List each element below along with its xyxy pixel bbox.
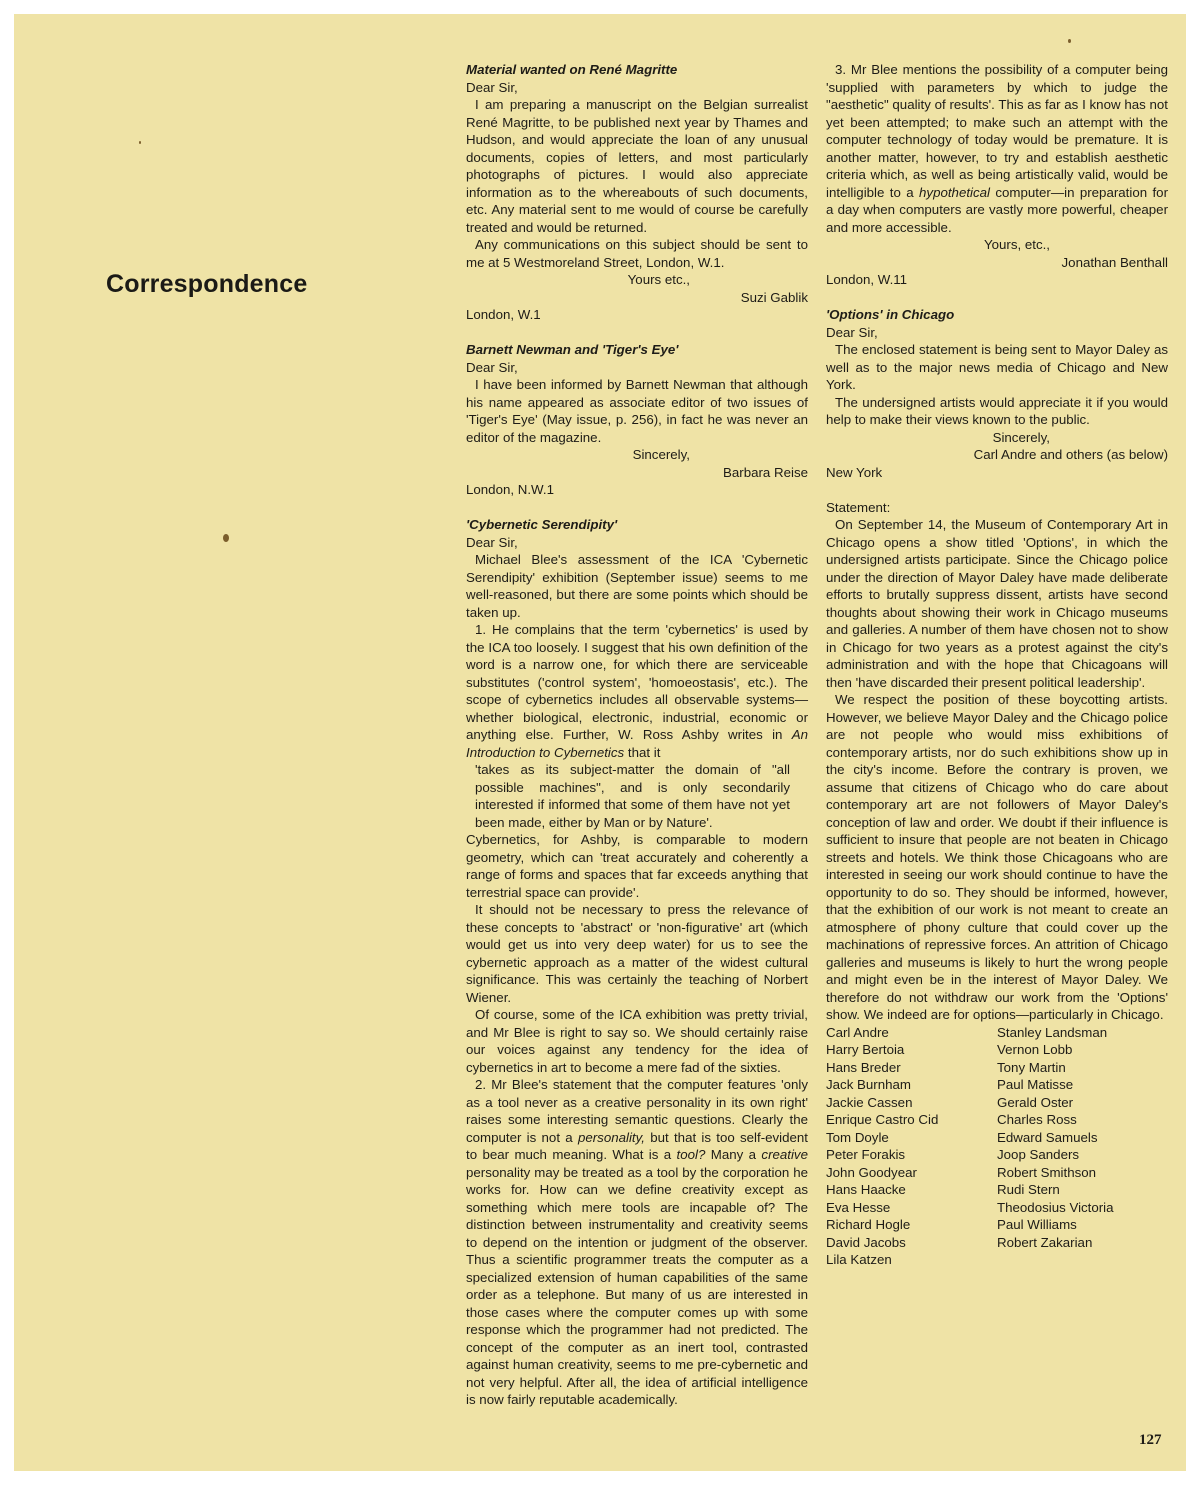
signatory-name: Eva Hesse: [826, 1199, 891, 1215]
statement-paragraph: On September 14, the Museum of Contemporary Art in Chicago opens a show titled 'Options', in which the undersigned artists participate. Since the Chicago police under the direction of Mayor Daley have made deliberate efforts to brutally suppress dissent, artists have second thoughts about showing their work in Chicago museums and galleries. A number of them have chosen not to show in Chicago for two years as a protest against the city's administration and with the hope that Chicagoans will then 'have discarded their present political leadership'.: [826, 517, 1168, 690]
signatory-name: Edward Samuels: [997, 1129, 1098, 1145]
letter-address: London, N.W.1: [466, 482, 554, 497]
letter-signature: Suzi Gablik: [740, 289, 808, 305]
signatory-name: Richard Hogle: [826, 1217, 911, 1232]
signatory-name: Theodosius Victoria: [997, 1199, 1114, 1215]
letter-signature: Carl Andre and others (as below): [973, 447, 1168, 462]
letter-closing: Yours etc.,: [627, 272, 690, 287]
section-title: Correspondence: [106, 270, 308, 298]
letter-address: London, W.11: [826, 272, 908, 287]
signatory-name: Hans Breder: [826, 1059, 901, 1075]
signatory-name: Lila Katzen: [826, 1252, 892, 1267]
signatory-name: Robert Smithson: [997, 1164, 1097, 1180]
letter-closing: Sincerely,: [632, 447, 690, 462]
letter-paragraph: Any communications on this subject should be sent to me at 5 Westmoreland Street, London, W.1.: [466, 237, 808, 270]
letter-heading: 'Cybernetic Serendipity': [466, 517, 618, 532]
signatory-name: Stanley Landsman: [997, 1024, 1108, 1040]
letter-salutation: Dear Sir,: [466, 359, 518, 375]
signatory-column-left: [826, 1024, 997, 1269]
letter-paragraph: It should not be necessary to press the relevance of these concepts to 'abstract' or 'non-figurative' art (which would get us into very deep water) for us to see the cybernetic approach as a matter of the widest cultural significance. This was certainly the teaching of Norbert Wiener.: [466, 902, 808, 1005]
letter-heading: Material wanted on René Magritte: [466, 62, 678, 77]
signatory-name: Rudi Stern: [997, 1182, 1060, 1197]
statement-label: Statement:: [826, 499, 891, 515]
paper-speck: [1068, 39, 1071, 43]
text-column-left: [466, 61, 808, 1409]
letter-paragraph: 1. He complains that the term 'cybernetics' is used by the ICA too loosely. I suggest that his own definition of the word is a narrow one, for which there are serviceable substitutes ('control system', 'homoeostasis', etc.). The scope of cybernetics includes all observable systems—whether biological, electronic, industrial, economic or anything else. Further, W. Ross Ashby writes in An Introduction to Cybernetics that it: [466, 622, 808, 760]
letter-paragraph: Of course, some of the ICA exhibition was pretty trivial, and Mr Blee is right to say so. We should certainly raise our voices against any tendency for the idea of cybernetics in art to become a mere fad of the sixties.: [466, 1007, 808, 1075]
paper-speck: [223, 534, 229, 542]
letter-paragraph: I am preparing a manuscript on the Belgian surrealist René Magritte, to be published next year by Thames and Hudson, and would appreciate the loan of any unusual documents, copies of letters, and most particularly photographs of pictures. I would also appreciate information as to the whereabouts of such documents, etc. Any material sent to me would of course be carefully treated and would be returned.: [466, 97, 808, 235]
signatory-name: Paul Williams: [997, 1217, 1077, 1232]
signatory-name: Jackie Cassen: [826, 1094, 913, 1110]
letter-magritte: [466, 61, 808, 324]
block-quote: 'takes as its subject-matter the domain of "all possible machines", and is only secondarily interested if informed that some of them have not yet been made, either by Man or by Nature'.: [475, 762, 790, 830]
statement-paragraph: We respect the position of these boycotting artists. However, we believe Mayor Daley and the Chicago police are not people who would miss exhibitions of contemporary artists, nor do such exhibitions show up in the city's income. Before the contrary is proven, we assume that citizens of Chicago who do care about contemporary art are not followers of Mayor Daley's conception of law and order. We doubt if their influence is sufficient to insure that people are not beaten in Chicago streets and hotels. We think those Chicagoans who are interested in seeing our work should continue to have the opportunity to do so. They should be informed, however, that the exhibition of our work is not meant to create an atmosphere of phony culture that could cover up the machinations of repressive forces. An attrition of Chicago galleries and museums is likely to hurt the wrong people and might even be in the interest of Mayor Daley. We therefore do not withdraw our work from the 'Options' show. We indeed are for options—particularly in Chicago.: [826, 692, 1168, 1022]
letter-closing: Sincerely,: [992, 429, 1050, 445]
signatory-name: Gerald Oster: [997, 1094, 1074, 1110]
letter-signature: Barbara Reise: [723, 464, 808, 480]
signatory-name: Paul Matisse: [997, 1077, 1074, 1092]
signatory-column-right: [997, 1024, 1168, 1269]
signatory-name: Tony Martin: [997, 1059, 1066, 1075]
page-number: 127: [1139, 1432, 1162, 1448]
signatory-name: Vernon Lobb: [997, 1042, 1073, 1057]
signatory-name: John Goodyear: [826, 1164, 917, 1180]
letter-paragraph: The enclosed statement is being sent to Mayor Daley as well as to the major news media of Chicago and New York.: [826, 342, 1168, 392]
signatory-name: David Jacobs: [826, 1234, 906, 1250]
letter-paragraph: I have been informed by Barnett Newman that although his name appeared as associate editor of two issues of 'Tiger's Eye' (May issue, p. 256), in fact he was never an editor of the magazine.: [466, 377, 808, 445]
letter-newman: [466, 341, 808, 499]
signatory-name: Carl Andre: [826, 1024, 889, 1040]
letter-cybernetic-continued: [826, 61, 1168, 289]
letter-heading: 'Options' in Chicago: [826, 307, 955, 322]
signatory-name: Charles Ross: [997, 1112, 1077, 1127]
signatory-name: Robert Zakarian: [997, 1234, 1093, 1250]
letter-paragraph: Cybernetics, for Ashby, is comparable to modern geometry, which can 'treat accurately and coherently a range of forms and spaces that far exceeds anything that terrestrial space can provide'.: [466, 832, 808, 900]
letter-closing: Yours, etc.,: [983, 237, 1050, 252]
letter-address: New York: [826, 464, 883, 480]
letter-salutation: Dear Sir,: [466, 534, 518, 550]
signatory-name: Hans Haacke: [826, 1182, 906, 1197]
signatory-name: Enrique Castro Cid: [826, 1112, 939, 1127]
letter-salutation: Dear Sir,: [826, 324, 878, 340]
letter-paragraph: Michael Blee's assessment of the ICA 'Cybernetic Serendipity' exhibition (September issue) seems to me well-reasoned, but there are some points which should be taken up.: [466, 552, 808, 620]
letter-signature: Jonathan Benthall: [1061, 254, 1168, 270]
letter-paragraph: 3. Mr Blee mentions the possibility of a computer being 'supplied with parameters by which to judge the "aesthetic" quality of results'. This as far as I know has not yet been attempted; to make such an attempt with the computer technology of today would be premature. It is another matter, however, to try and establish aesthetic criteria which, as well as being artistically valid, would be intelligible to a hypothetical computer—in preparation for a day when computers are vastly more powerful, cheaper and more accessible.: [826, 62, 1169, 235]
signatory-name: Joop Sanders: [997, 1147, 1080, 1162]
letter-paragraph: The undersigned artists would appreciate it if you would help to make their views known to the public.: [826, 394, 1168, 427]
letter-cybernetic: [466, 516, 808, 1409]
text-column-right: [826, 61, 1168, 1269]
paper-speck: [139, 141, 141, 144]
signatory-name: Harry Bertoia: [826, 1042, 905, 1057]
signatory-name: Jack Burnham: [826, 1077, 911, 1092]
letter-paragraph: 2. Mr Blee's statement that the computer features 'only as a tool never as a creative personality in its own right' raises some interesting semantic questions. Clearly the computer is not a personality, but that is too self-evident to bear much meaning. What is a tool? Many a creative personality may be treated as a tool by the corporation he works for. How can we define creativity except as something which mere tools are incapable of? The distinction between instrumentality and creativity seems to depend on the intention or judgment of the observer. Thus a scientific programmer treats the computer as a specialized extension of human capabilities of the same order as a telephone. But many of us are interested in those cases where the computer comes up with some response which the programmer had not predicted. The concept of the computer as an inert tool, contrasted against human creativity, seems to me pre-cybernetic and not very helpful. After all, the idea of artificial intelligence is now fairly reputable academically.: [466, 1077, 809, 1407]
letter-heading: Barnett Newman and 'Tiger's Eye': [466, 342, 679, 357]
letter-options: [826, 306, 1168, 1269]
magazine-page: [14, 14, 1186, 1471]
letter-address: London, W.1: [466, 307, 541, 322]
signatory-name: Peter Forakis: [826, 1147, 906, 1162]
signatory-name: Tom Doyle: [826, 1129, 889, 1145]
letter-salutation: Dear Sir,: [466, 79, 518, 95]
signatory-list: [826, 1024, 1168, 1269]
book-title: An Introduction to Cybernetics: [466, 727, 808, 760]
